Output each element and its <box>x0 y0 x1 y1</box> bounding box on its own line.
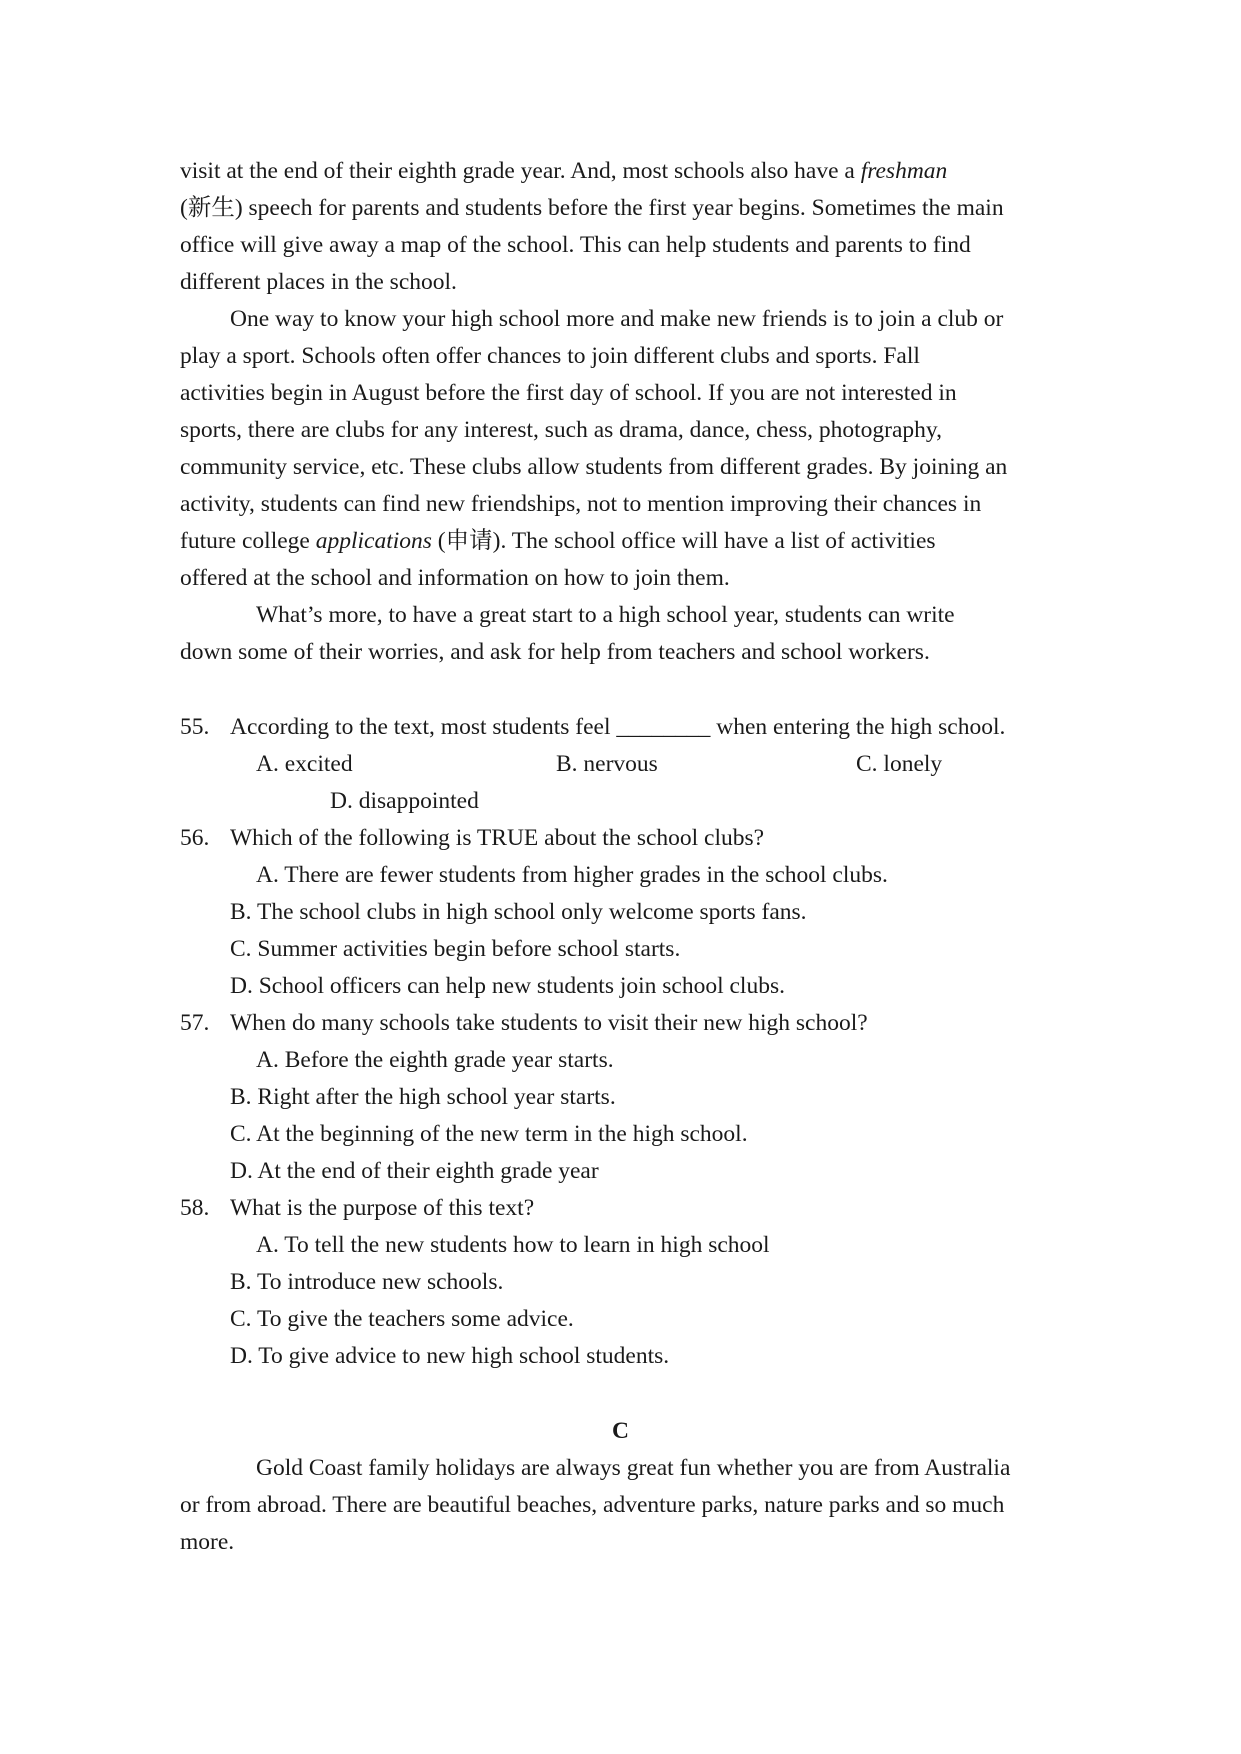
passage-line: different places in the school. <box>180 269 457 295</box>
question-57 <box>180 1005 868 1042</box>
question-55 <box>180 709 1005 746</box>
option-58-d[interactable]: D. To give advice to new high school students. <box>230 1343 670 1369</box>
option-55-a[interactable]: A. excited <box>256 751 353 777</box>
option-55-c[interactable]: C. lonely <box>856 751 943 777</box>
passage-line: Gold Coast family holidays are always great fun whether you are from Australia <box>256 1455 1011 1481</box>
passage-line: activity, students can find new friendships, not to mention improving their chances in <box>180 491 982 517</box>
question-number: 56. <box>180 825 210 851</box>
option-57-c[interactable]: C. At the beginning of the new term in the high school. <box>230 1121 748 1147</box>
option-56-a[interactable]: A. There are fewer students from higher grades in the school clubs. <box>256 862 888 888</box>
option-56-d[interactable]: D. School officers can help new students join school clubs. <box>230 973 785 999</box>
passage-line: more. <box>180 1529 235 1555</box>
question-stem: Which of the following is TRUE about the school clubs? <box>230 825 765 851</box>
option-57-b[interactable]: B. Right after the high school year starts. <box>230 1084 616 1110</box>
question-56 <box>180 820 764 857</box>
option-57-a[interactable]: A. Before the eighth grade year starts. <box>256 1047 614 1073</box>
passage-line: activities begin in August before the first day of school. If you are not interested in <box>180 380 957 406</box>
passage-text: (申请). The school office will have a list of activities <box>431 528 936 554</box>
passage-line: community service, etc. These clubs allow students from different grades. By joining an <box>180 454 1008 480</box>
passage-line: One way to know your high school more and make new friends is to join a club or <box>230 306 1004 332</box>
question-number: 55. <box>180 714 210 740</box>
option-58-b[interactable]: B. To introduce new schools. <box>230 1269 504 1295</box>
italic-term: freshman <box>860 158 948 184</box>
option-57-d[interactable]: D. At the end of their eighth grade year <box>230 1158 599 1184</box>
question-stem: According to the text, most students feel ________ when entering the high school. <box>230 714 1006 740</box>
option-58-c[interactable]: C. To give the teachers some advice. <box>230 1306 574 1332</box>
passage-line: or from abroad. There are beautiful beaches, adventure parks, nature parks and so much <box>180 1492 1005 1518</box>
passage-line: down some of their worries, and ask for help from teachers and school workers. <box>180 639 930 665</box>
option-55-b[interactable]: B. nervous <box>556 751 658 777</box>
passage-text: future college <box>180 528 316 554</box>
passage-line: sports, there are clubs for any interest, such as drama, dance, chess, photography, <box>180 417 942 443</box>
question-stem: What is the purpose of this text? <box>230 1195 535 1221</box>
passage-line: play a sport. Schools often offer chances to join different clubs and sports. Fall <box>180 343 920 369</box>
italic-term: applications <box>315 528 432 554</box>
option-58-a[interactable]: A. To tell the new students how to learn in high school <box>256 1232 770 1258</box>
passage-line <box>180 523 936 560</box>
passage-line: office will give away a map of the school. This can help students and parents to find <box>180 232 971 258</box>
passage-text: visit at the end of their eighth grade year. And, most schools also have a <box>180 158 861 184</box>
passage-line <box>180 153 947 190</box>
section-heading: C <box>612 1418 629 1444</box>
question-number: 57. <box>180 1010 210 1036</box>
question-stem: When do many schools take students to visit their new high school? <box>230 1010 868 1036</box>
option-55-d[interactable]: D. disappointed <box>330 788 479 814</box>
passage-line: What’s more, to have a great start to a high school year, students can write <box>256 602 955 628</box>
passage-line: (新生) speech for parents and students before the first year begins. Sometimes the main <box>180 195 1004 221</box>
question-number: 58. <box>180 1195 210 1221</box>
option-56-c[interactable]: C. Summer activities begin before school starts. <box>230 936 681 962</box>
question-58 <box>180 1190 534 1227</box>
passage-line: offered at the school and information on how to join them. <box>180 565 730 591</box>
option-56-b[interactable]: B. The school clubs in high school only welcome sports fans. <box>230 899 807 925</box>
